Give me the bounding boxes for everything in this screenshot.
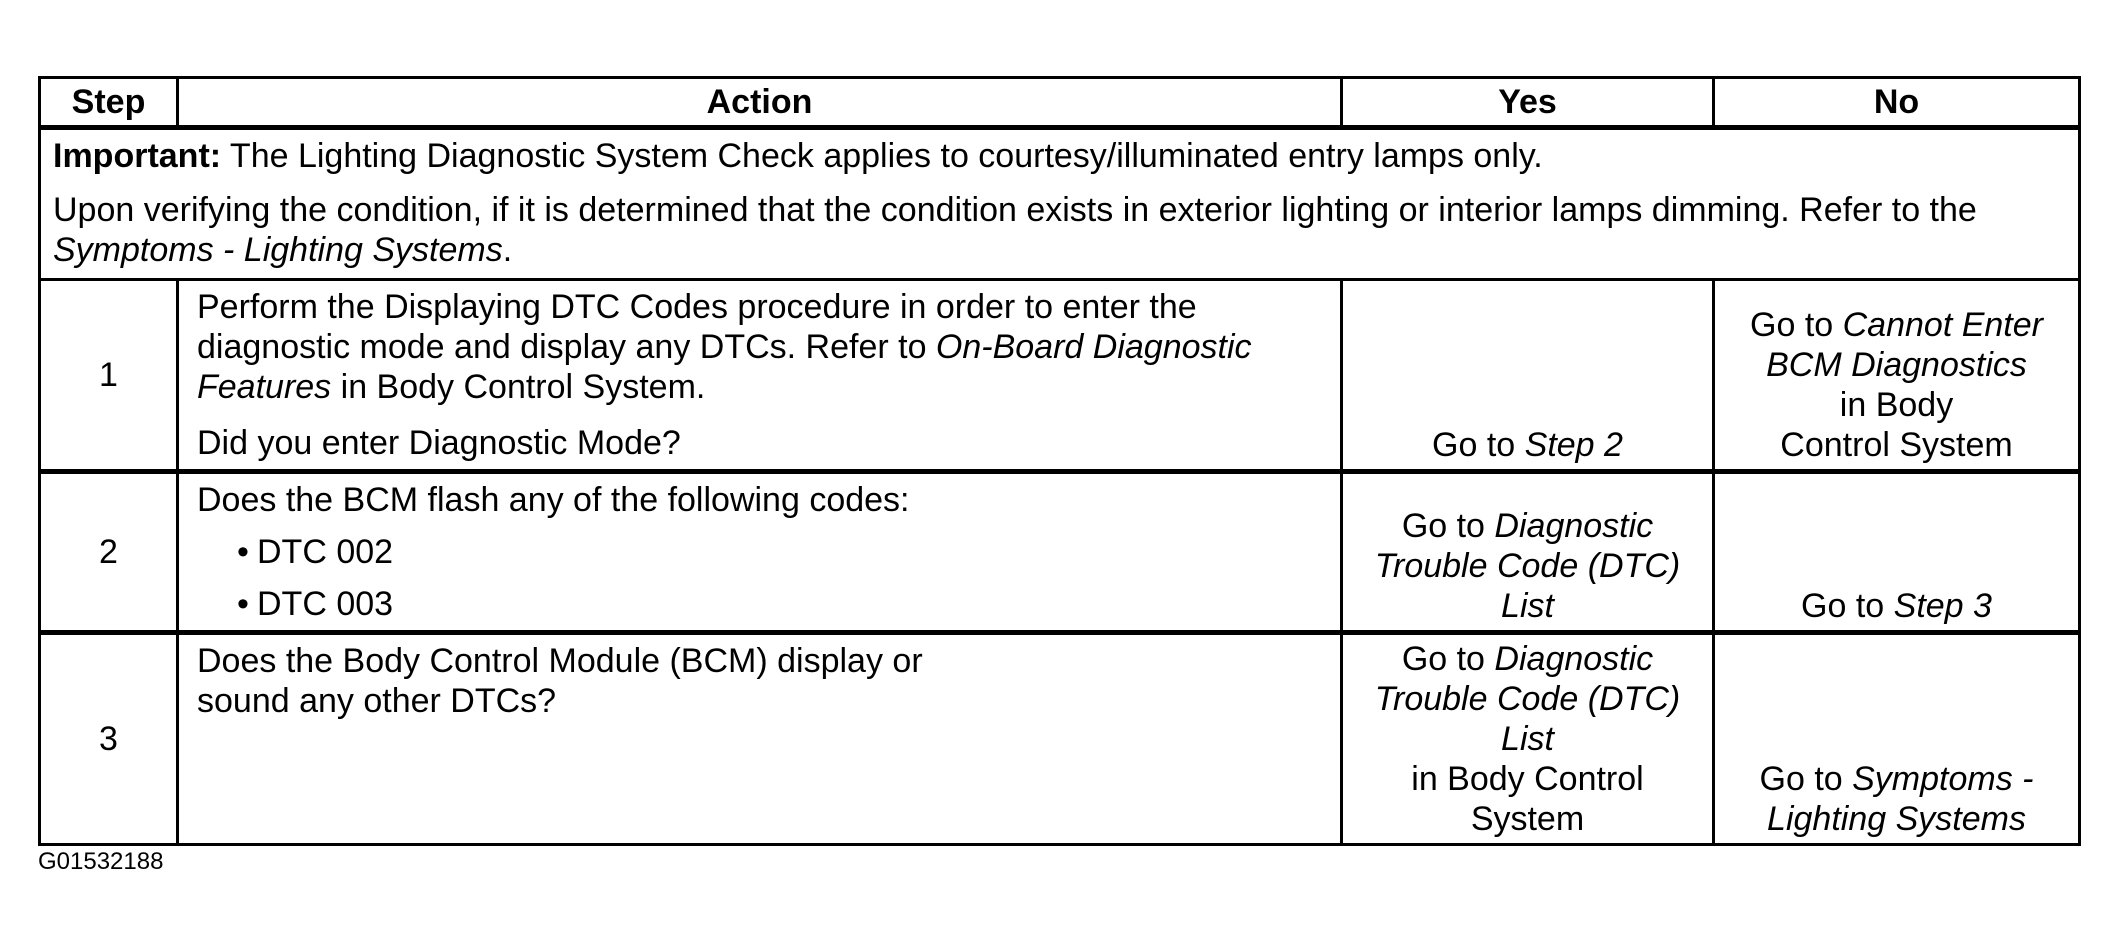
notes-row [40,128,2080,280]
no-cell [1714,280,2080,472]
dtc-list-reference: List [1501,720,1554,758]
yes-prefix: Go to [1401,507,1495,545]
header-action: Action [178,78,1342,128]
action-text [197,287,1330,407]
yes-line-1 [1349,639,1706,679]
symptoms-reference: Lighting Systems [1767,800,2026,838]
dtc-list-reference: Trouble Code (DTC) [1374,680,1681,718]
yes-line-3 [1349,719,1706,759]
dtc-list-reference: Diagnostic [1494,507,1654,545]
condition-text: Upon verifying the condition, if it is determined that the condition exists in exterior lighting or interior lamps dimming. Refer to the [53,191,1977,229]
symptoms-reference: Symptoms - [1852,760,2034,798]
yes-suffix-1: in Body Control [1411,760,1644,798]
step-row-2 [40,472,2080,633]
action-cell [178,472,1342,633]
no-cell [1714,633,2080,845]
step-number: 1 [40,280,178,472]
important-label: Important: [53,137,222,175]
action-text-part: Perform the Displaying DTC Codes procedure in order to enter the diagnostic mode and display any DTCs. Refer to [197,288,1197,366]
yes-suffix-2: System [1470,800,1585,838]
no-prefix: Go to [1750,306,1843,344]
no-line-2 [1721,799,2072,839]
action-question: Did you enter Diagnostic Mode? [197,424,681,462]
dtc-list-reference: Diagnostic [1494,640,1654,678]
yes-prefix: Go to [1432,426,1525,464]
no-line-1 [1721,759,2072,799]
diagnostic-table [38,76,2081,846]
yes-cell [1342,633,1714,845]
cannot-enter-bcm-reference: Cannot Enter BCM Diagnostics [1766,306,2043,384]
action-cell [178,633,1342,845]
no-prefix: Go to [1759,760,1853,798]
header-row [40,78,2080,128]
step-row-1 [40,280,2080,472]
dtc-list-reference: List [1501,587,1554,625]
notes-cell [40,128,2080,280]
condition-note [53,190,2066,270]
dtc-code-list [197,532,1330,624]
yes-cell [1342,472,1714,633]
no-prefix: Go to [1801,587,1894,625]
dtc-list-reference: Trouble Code (DTC) [1374,547,1681,585]
step-number: 2 [40,472,178,633]
action-question: Does the BCM flash any of the following codes: [197,481,910,519]
no-line [1721,305,2072,385]
dtc-code-item: • DTC 002 [197,532,1330,572]
action-cell [178,280,1342,472]
figure-id: G01532188 [38,848,164,875]
action-question: Does the Body Control Module (BCM) display or sound any other DTCs? [197,642,923,720]
no-suffix-2: Control System [1780,426,2013,464]
no-cell [1714,472,2080,633]
step-row-3 [40,633,2080,845]
important-note [53,136,2066,176]
no-step-reference: Step 3 [1893,587,1992,625]
yes-line-3 [1349,586,1706,626]
yes-prefix: Go to [1401,640,1495,678]
important-text: The Lighting Diagnostic System Check applies to courtesy/illuminated entry lamps only. [221,137,1543,175]
action-text-part: in Body Control System. [331,368,706,406]
no-suffix-1: in Body [1839,386,1954,424]
header-yes: Yes [1342,78,1714,128]
on-board-diagnostic-reference: On-Board Diagnostic Features [197,328,1252,406]
dtc-code-item: • DTC 003 [197,584,1330,624]
condition-end: . [502,231,513,269]
yes-line-2 [1349,679,1706,719]
yes-step-reference: Step 2 [1524,426,1623,464]
yes-line-1 [1349,506,1706,546]
symptoms-reference: Symptoms - Lighting Systems [53,231,503,269]
header-step: Step [40,78,178,128]
header-no: No [1714,78,2080,128]
step-number: 3 [40,633,178,845]
yes-cell [1342,280,1714,472]
yes-line-2 [1349,546,1706,586]
